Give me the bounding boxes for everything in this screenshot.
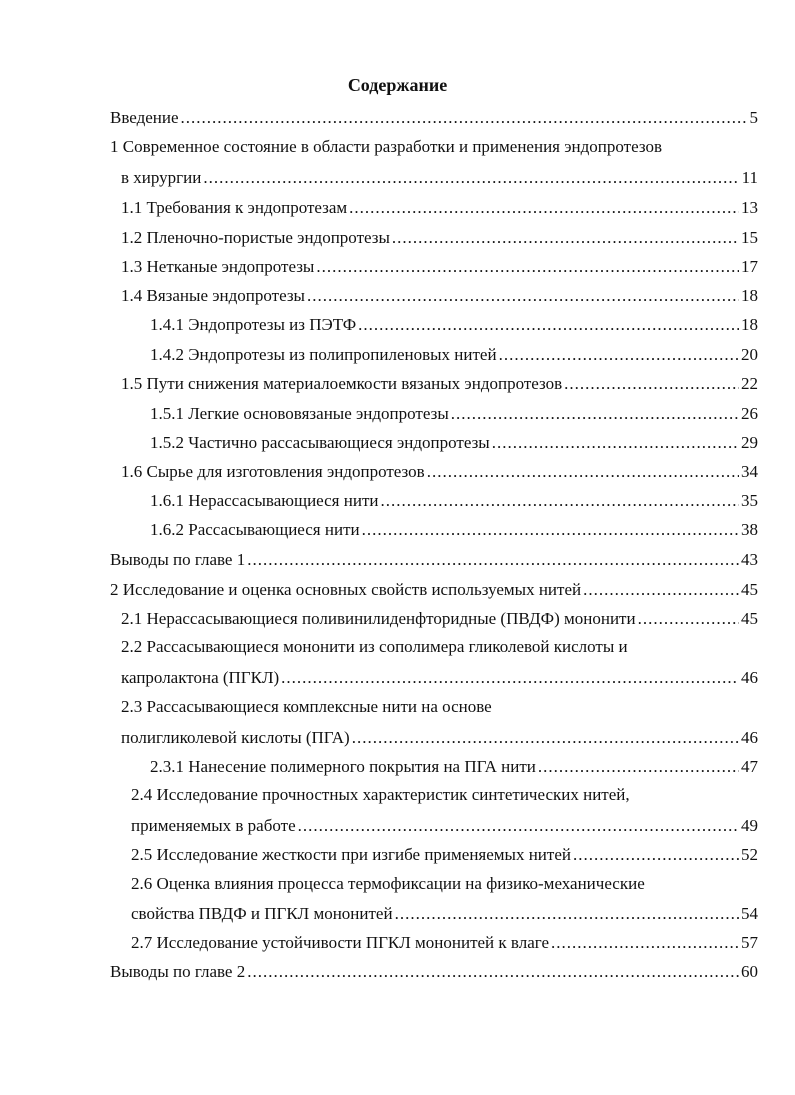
toc-page-number: 52 bbox=[741, 845, 758, 864]
toc-entry bbox=[150, 520, 758, 540]
toc-entry bbox=[131, 785, 758, 805]
toc-leader bbox=[551, 933, 739, 953]
toc-entry-label: 1.5 Пути снижения материалоемкости вязаных эндопротезов bbox=[121, 374, 563, 393]
toc-entry bbox=[121, 198, 758, 218]
toc-entry bbox=[121, 228, 758, 248]
toc-leader bbox=[358, 315, 739, 335]
toc-leader bbox=[538, 757, 739, 777]
toc-entry-label: 2.3.1 Нанесение полимерного покрытия на ПГА нити bbox=[150, 757, 536, 776]
toc-entry-label: 1 Современное состояние в области разработки и применения эндопротезов bbox=[110, 137, 662, 156]
toc-entry bbox=[121, 286, 758, 306]
toc-page-number: 47 bbox=[741, 757, 758, 776]
toc-entry-label: 1.4 Вязаные эндопротезы bbox=[121, 286, 305, 305]
toc-leader bbox=[573, 845, 739, 865]
toc-entry-label: 1.2 Пленочно-пористые эндопротезы bbox=[121, 228, 390, 247]
toc-leader bbox=[583, 580, 739, 600]
toc-entry-label: 2.7 Исследование устойчивости ПГКЛ мононитей к влаге bbox=[131, 933, 550, 952]
toc-page-number: 17 bbox=[741, 257, 758, 276]
toc-entry bbox=[121, 462, 758, 482]
toc-leader bbox=[499, 345, 739, 365]
toc-entry bbox=[121, 637, 758, 657]
toc-entry bbox=[110, 962, 758, 982]
toc-entry-label: 1.3 Нетканые эндопротезы bbox=[121, 257, 315, 276]
toc-entry-label: 1.1 Требования к эндопротезам bbox=[121, 198, 348, 217]
toc-page-number: 15 bbox=[741, 228, 758, 247]
toc-entry-label: в хирургии bbox=[121, 168, 202, 187]
toc-page-number: 45 bbox=[741, 580, 758, 599]
toc-entry-label: 1.4.2 Эндопротезы из полипропиленовых нитей bbox=[150, 345, 497, 364]
toc-leader bbox=[307, 286, 739, 306]
toc-page-number: 45 bbox=[741, 609, 758, 628]
toc-page-number: 60 bbox=[741, 962, 758, 981]
toc-entry bbox=[121, 168, 758, 188]
toc-entry bbox=[131, 816, 758, 836]
toc-leader bbox=[298, 816, 739, 836]
toc-entry bbox=[121, 697, 758, 717]
toc-entry bbox=[131, 874, 758, 894]
toc-entry-label: Введение bbox=[110, 108, 179, 127]
toc-leader bbox=[492, 433, 739, 453]
toc-leader bbox=[247, 550, 739, 570]
toc-entry-label: капролактона (ПГКЛ) bbox=[121, 668, 280, 687]
toc-entry-label: 2.5 Исследование жесткости при изгибе применяемых нитей bbox=[131, 845, 571, 864]
toc-entry-label: применяемых в работе bbox=[131, 816, 296, 835]
toc-leader bbox=[392, 228, 739, 248]
toc-entry bbox=[150, 433, 758, 453]
toc-page-number: 20 bbox=[741, 345, 758, 364]
toc-entry-label: 1.6 Сырье для изготовления эндопротезов bbox=[121, 462, 425, 481]
toc-entry bbox=[121, 668, 758, 688]
toc-leader bbox=[395, 904, 739, 924]
toc-page-number: 18 bbox=[741, 286, 758, 305]
toc-page-number: 46 bbox=[741, 668, 758, 687]
toc-entry bbox=[121, 728, 758, 748]
toc-entry bbox=[150, 491, 758, 511]
toc-page-number: 43 bbox=[741, 550, 758, 569]
toc-page-number: 57 bbox=[741, 933, 758, 952]
toc-leader bbox=[181, 108, 748, 128]
toc-page-number: 46 bbox=[741, 728, 758, 747]
toc-leader bbox=[349, 198, 739, 218]
toc-entry bbox=[121, 257, 758, 277]
toc-entry-label: 2 Исследование и оценка основных свойств используемых нитей bbox=[110, 580, 582, 599]
toc-leader bbox=[203, 168, 739, 188]
toc-leader bbox=[247, 962, 739, 982]
toc-page-number: 22 bbox=[741, 374, 758, 393]
toc-entry bbox=[150, 345, 758, 365]
toc-leader bbox=[352, 728, 739, 748]
toc-entry bbox=[121, 609, 758, 629]
toc-entry-label: 2.6 Оценка влияния процесса термофиксации на физико-механические bbox=[131, 874, 645, 893]
toc-page-number: 13 bbox=[741, 198, 758, 217]
toc-page-number: 49 bbox=[741, 816, 758, 835]
toc-entry-label: 2.2 Рассасывающиеся мононити из сополимера гликолевой кислоты и bbox=[121, 637, 628, 656]
toc-page-number: 18 bbox=[741, 315, 758, 334]
toc-entry-label: Выводы по главе 2 bbox=[110, 962, 246, 981]
toc-leader bbox=[427, 462, 739, 482]
toc-leader bbox=[281, 668, 739, 688]
toc-entry-label: 1.6.1 Нерассасывающиеся нити bbox=[150, 491, 379, 510]
toc-page-number: 29 bbox=[741, 433, 758, 452]
toc-entry bbox=[110, 580, 758, 600]
toc-page-number: 26 bbox=[741, 404, 758, 423]
toc-entry bbox=[110, 137, 758, 157]
toc-page-number: 54 bbox=[741, 904, 758, 923]
toc-entry-label: 1.5.1 Легкие основовязаные эндопротезы bbox=[150, 404, 449, 423]
toc-entry-label: 1.6.2 Рассасывающиеся нити bbox=[150, 520, 360, 539]
toc-entry-label: 2.1 Нерассасывающиеся поливинилиденфторидные (ПВДФ) мононити bbox=[121, 609, 636, 628]
toc-entry bbox=[131, 904, 758, 924]
toc-entry bbox=[121, 374, 758, 394]
toc-entry bbox=[131, 933, 758, 953]
toc-leader bbox=[638, 609, 739, 629]
toc-page-number: 38 bbox=[741, 520, 758, 539]
toc-entry bbox=[131, 845, 758, 865]
toc-entry-label: полигликолевой кислоты (ПГА) bbox=[121, 728, 350, 747]
toc-leader bbox=[380, 491, 739, 511]
toc-page-number: 5 bbox=[749, 108, 758, 127]
toc-entry bbox=[150, 315, 758, 335]
toc-entry-label: 1.5.2 Частично рассасывающиеся эндопротезы bbox=[150, 433, 490, 452]
page-title: Содержание bbox=[347, 75, 448, 95]
toc-page-number: 11 bbox=[741, 168, 758, 187]
toc-entry-label: 2.3 Рассасывающиеся комплексные нити на основе bbox=[121, 697, 492, 716]
toc-entry bbox=[110, 550, 758, 570]
toc-entry-label: 2.4 Исследование прочностных характеристик синтетических нитей, bbox=[131, 785, 630, 804]
toc-leader bbox=[362, 520, 739, 540]
toc-leader bbox=[451, 404, 739, 424]
toc-page-number: 35 bbox=[741, 491, 758, 510]
toc-entry bbox=[110, 108, 758, 128]
toc-page-number: 34 bbox=[741, 462, 758, 481]
toc-leader bbox=[316, 257, 739, 277]
toc-entry-label: Выводы по главе 1 bbox=[110, 550, 246, 569]
toc-entry-label: свойства ПВДФ и ПГКЛ мононитей bbox=[131, 904, 393, 923]
toc-entry bbox=[150, 404, 758, 424]
toc-entry bbox=[150, 757, 758, 777]
toc-leader bbox=[564, 374, 739, 394]
toc-entry-label: 1.4.1 Эндопротезы из ПЭТФ bbox=[150, 315, 357, 334]
